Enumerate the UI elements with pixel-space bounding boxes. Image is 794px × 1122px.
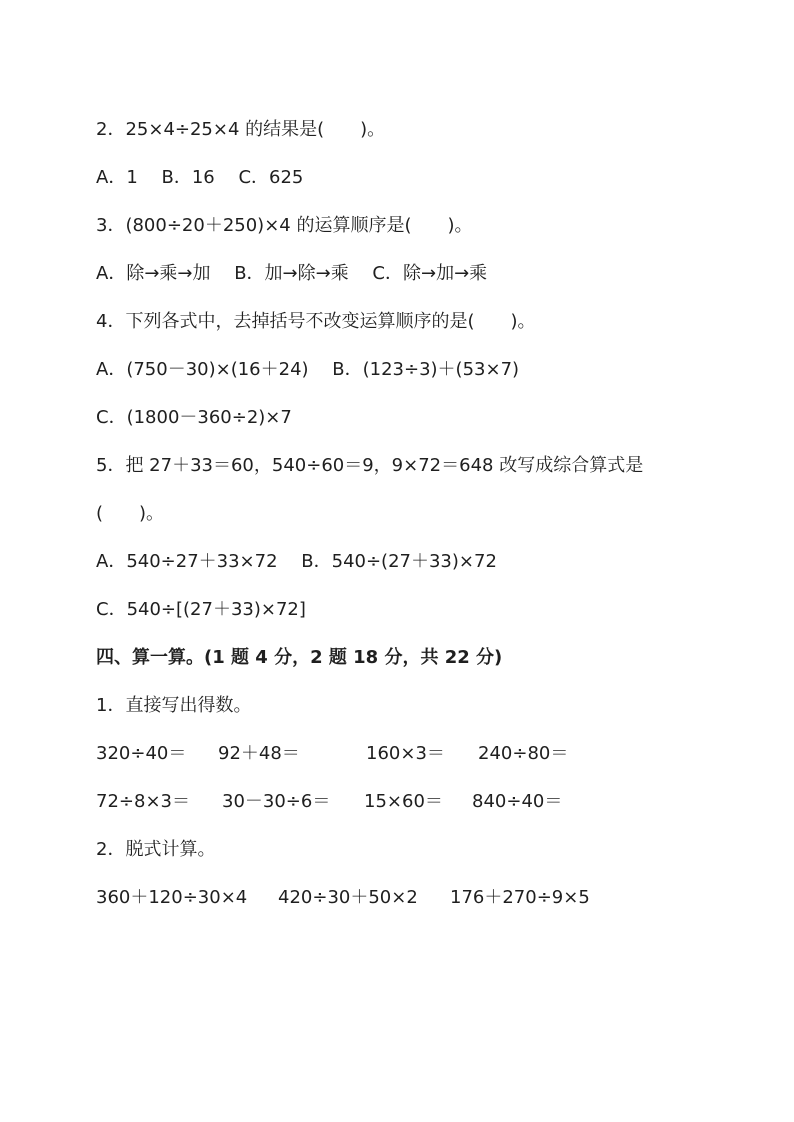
step-calc-item: 360＋120÷30×4 xyxy=(96,887,248,908)
mental-math-row-2 xyxy=(96,790,696,814)
question-5-options-ab: A．540÷27＋33×72 B．540÷(27＋33)×72 xyxy=(96,551,497,572)
question-5-option-c: C．540÷[(27＋33)×72] xyxy=(96,599,306,620)
mental-math-item: 240÷80＝ xyxy=(478,743,569,764)
mental-math-item: 92＋48＝ xyxy=(218,743,300,764)
mental-math-item: 72÷8×3＝ xyxy=(96,791,190,812)
section-4-heading: 四、算一算。(1 题 4 分，2 题 18 分，共 22 分) xyxy=(96,647,503,668)
mental-math-item: 160×3＝ xyxy=(366,743,445,764)
step-calc-item: 420÷30＋50×2 xyxy=(278,887,418,908)
question-2-options: A．1 B．16 C．625 xyxy=(96,167,304,188)
question-4-options-ab: A．(750－30)×(16＋24) B．(123÷3)＋(53×7) xyxy=(96,359,520,380)
question-5-blank: ( )。 xyxy=(96,503,165,524)
step-calc-row xyxy=(96,886,696,910)
mental-math-item: 15×60＝ xyxy=(364,791,443,812)
step-calc-item: 176＋270÷9×5 xyxy=(450,887,590,908)
part-1-title: 1．直接写出得数。 xyxy=(96,695,252,716)
question-5-stem: 5．把 27＋33＝60，540÷60＝9，9×72＝648 改写成综合算式是 xyxy=(96,455,644,476)
question-4-stem: 4．下列各式中，去掉括号不改变运算顺序的是( )。 xyxy=(96,311,536,332)
question-3-stem: 3．(800÷20＋250)×4 的运算顺序是( )。 xyxy=(96,215,473,236)
question-3-options: A．除→乘→加 B．加→除→乘 C．除→加→乘 xyxy=(96,263,488,284)
question-4-option-c: C．(1800－360÷2)×7 xyxy=(96,407,292,428)
mental-math-item: 320÷40＝ xyxy=(96,743,187,764)
question-2-stem: 2．25×4÷25×4 的结果是( )。 xyxy=(96,119,386,140)
mental-math-item: 840÷40＝ xyxy=(472,791,563,812)
mental-math-item: 30－30÷6＝ xyxy=(222,791,331,812)
mental-math-row-1 xyxy=(96,742,696,766)
part-2-title: 2．脱式计算。 xyxy=(96,839,216,860)
